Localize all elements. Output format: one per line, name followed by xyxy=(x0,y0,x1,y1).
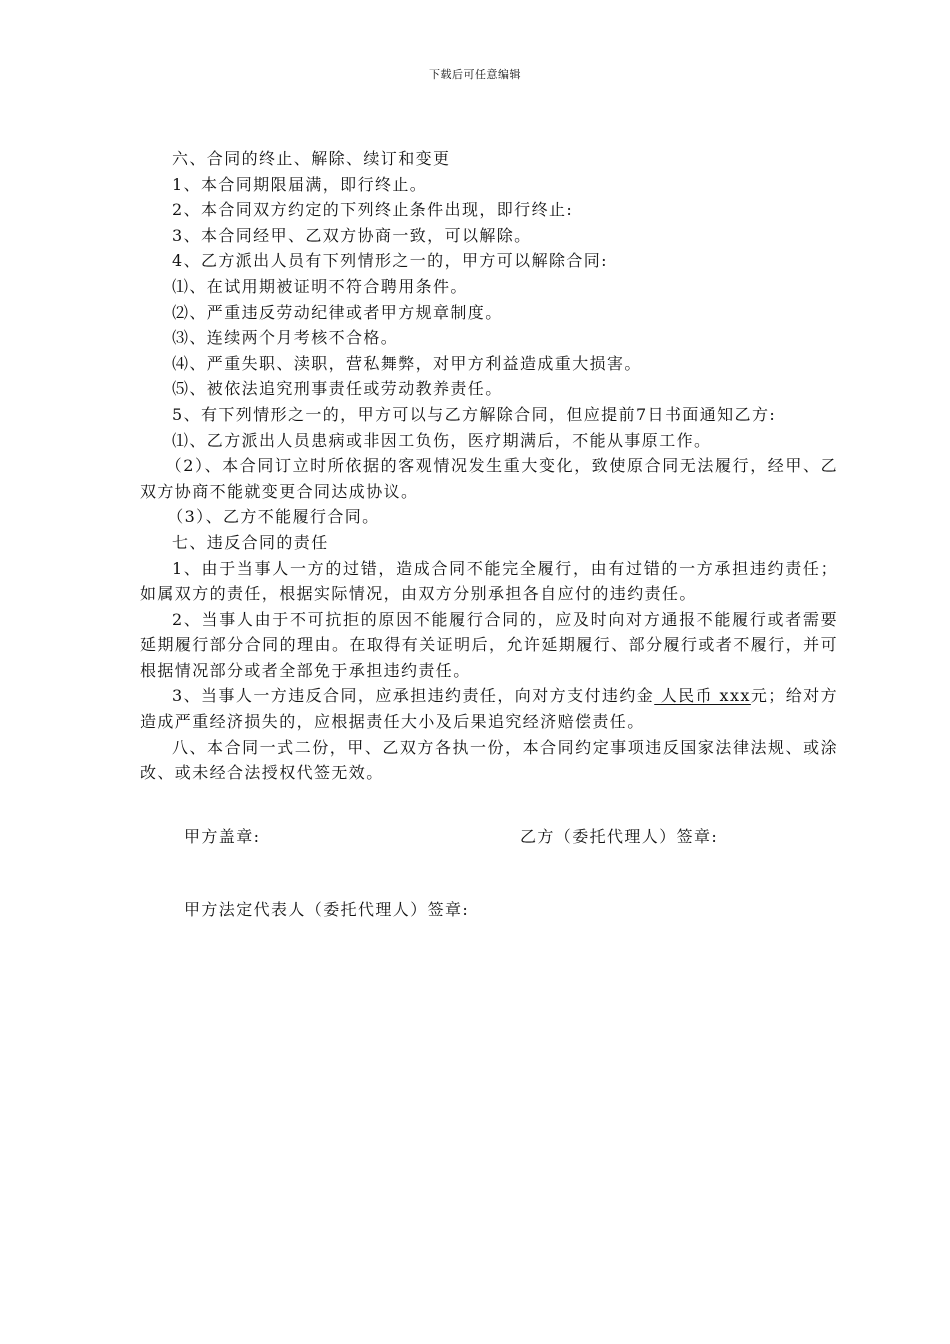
section6-item5-sub1: ⑴、乙方派出人员患病或非因工负伤，医疗期满后，不能从事原工作。 xyxy=(172,430,712,450)
section6-item4: 4、乙方派出人员有下列情形之一的，甲方可以解除合同: xyxy=(172,251,608,271)
page-header-note: 下载后可任意编辑 xyxy=(429,68,521,81)
party-a-representative-sign-label: 甲方法定代表人（委托代理人）签章: xyxy=(184,900,470,919)
section6-item5-sub3: （3）、乙方不能履行合同。 xyxy=(167,507,380,527)
signature-row-representative xyxy=(140,897,838,923)
section8-text: 八、本合同一式二份，甲、乙双方各执一份，本合同约定事项违反国家法律法规、或涂改、或未经合法授权代签无效。 xyxy=(140,737,838,783)
party-a-seal-label: 甲方盖章: xyxy=(184,827,261,846)
section6-item4-sub1: ⑴、在试用期被证明不符合聘用条件。 xyxy=(172,276,468,296)
section6-item5: 5、有下列情形之一的，甲方可以与乙方解除合同，但应提前7日书面通知乙方: xyxy=(172,404,777,424)
penalty-amount: 人民币 xxx xyxy=(654,686,751,706)
section6-item2: 2、本合同双方约定的下列终止条件出现，即行终止: xyxy=(172,200,574,220)
section7-item1: 1、由于当事人一方的过错，造成合同不能完全履行，由有过错的一方承担违约责任；如属双方的责任，根据实际情况，由双方分别承担各自应付的违约责任。 xyxy=(140,558,838,604)
section6-item1: 1、本合同期限届满，即行终止。 xyxy=(172,174,428,194)
section6-item5-sub2: （2）、本合同订立时所依据的客观情况发生重大变化，致使原合同无法履行，经甲、乙双方协商不能就变更合同达成协议。 xyxy=(140,456,838,501)
section6-item3: 3、本合同经甲、乙双方协商一致，可以解除。 xyxy=(172,225,532,245)
section6-item4-sub3: ⑶、连续两个月考核不合格。 xyxy=(172,328,399,348)
section6-item4-sub4: ⑷、严重失职、渎职，营私舞弊，对甲方利益造成重大损害。 xyxy=(172,353,642,373)
section7-item3 xyxy=(140,683,838,734)
section7-item2: 2、当事人由于不可抗拒的原因不能履行合同的，应及时向对方通报不能履行或者需要延期履行部分合同的理由。在取得有关证明后，允许延期履行、部分履行或者不履行，并可根据情况部分或者全部免于承担违约责任。 xyxy=(140,609,838,680)
signature-row-parties xyxy=(140,824,838,850)
section6-item4-sub5: ⑸、被依法追究刑事责任或劳动教养责任。 xyxy=(172,379,503,399)
section6-title: 六、合同的终止、解除、续订和变更 xyxy=(172,149,451,168)
party-b-sign-label: 乙方（委托代理人）签章: xyxy=(520,827,719,846)
section6-item4-sub2: ⑵、严重违反劳动纪律或者甲方规章制度。 xyxy=(172,302,503,322)
section7-item3-text-after: 元；给对方造成严重经济损失的，应根据责任大小及后果追究经济赔偿责任。 xyxy=(140,686,838,732)
section7-item3-text-before: 3、当事人一方违反合同，应承担违约责任，向对方支付违约金 xyxy=(172,686,655,706)
contract-body xyxy=(140,146,838,786)
section7-title: 七、违反合同的责任 xyxy=(172,532,329,552)
